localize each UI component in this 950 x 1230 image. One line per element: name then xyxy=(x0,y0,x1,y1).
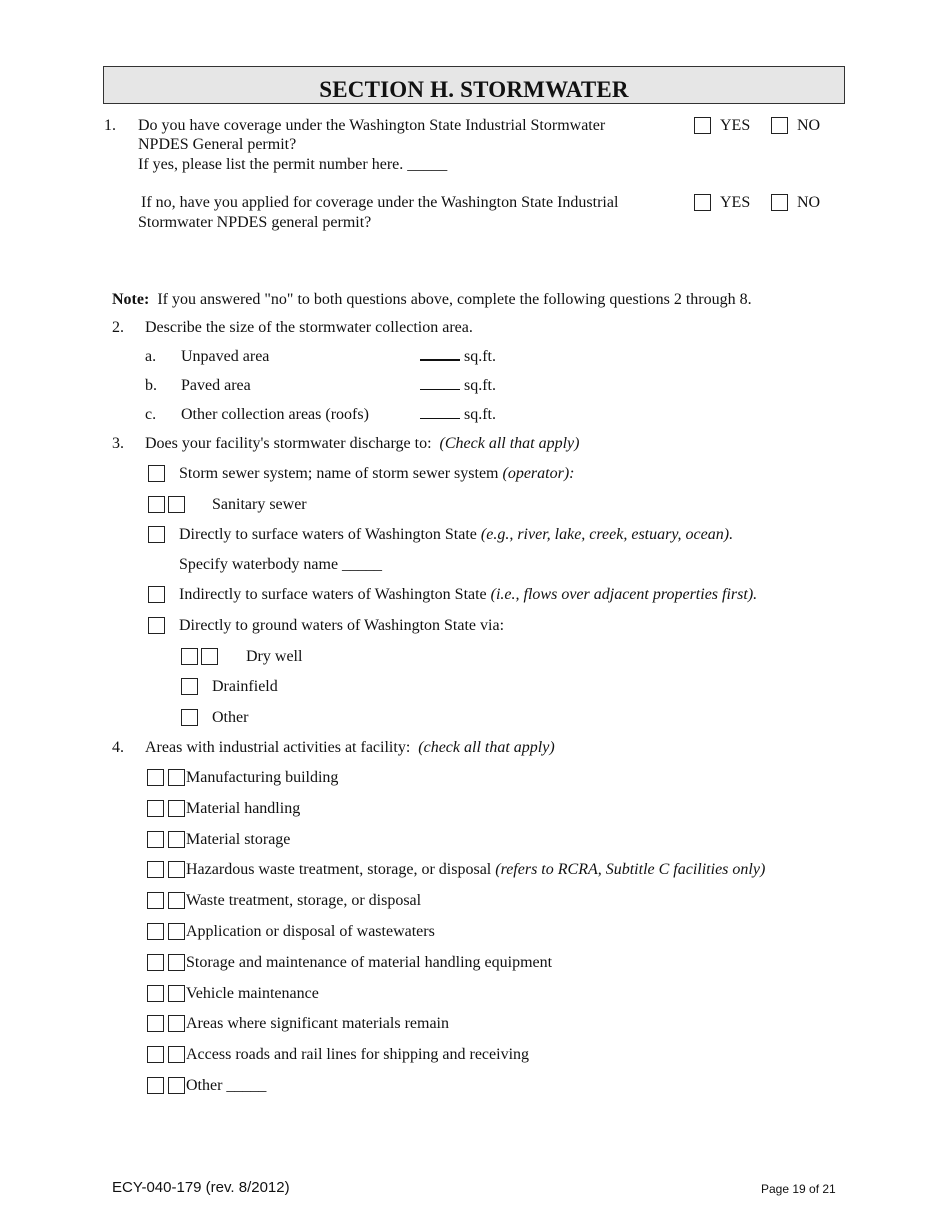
q2c-unit: sq.ft. xyxy=(464,406,496,423)
q1-no-line2: Stormwater NPDES general permit? xyxy=(138,214,372,231)
q4-item xyxy=(186,985,319,1003)
q3-dry-well-checkbox-b[interactable] xyxy=(201,648,218,665)
q3-storm-checkbox[interactable] xyxy=(148,465,165,482)
q1-no-label: NO xyxy=(797,117,821,134)
q4-item-checkbox-b[interactable] xyxy=(168,800,185,817)
q4-item-checkbox-b[interactable] xyxy=(168,954,185,971)
q4-item-label: Application or disposal of wastewaters xyxy=(186,923,435,940)
q4-item-label: Material storage xyxy=(186,831,291,848)
q4-item-checkbox-a[interactable] xyxy=(147,985,164,1002)
q4-item-checkbox-b[interactable] xyxy=(168,923,185,940)
q1-line1: Do you have coverage under the Washington State Industrial Stormwater xyxy=(138,117,606,134)
q2-number: 2. xyxy=(112,319,124,336)
q3-storm-row xyxy=(179,465,574,483)
q3-drainfield-checkbox[interactable] xyxy=(181,678,198,695)
q4-item-label: Other _____ xyxy=(186,1077,267,1094)
q3-sanitary-checkbox-a[interactable] xyxy=(148,496,165,513)
q2-text: Describe the size of the stormwater collection area. xyxy=(145,319,473,336)
q2b-field[interactable] xyxy=(420,377,496,395)
section-header xyxy=(103,66,845,104)
q2a-label: Unpaved area xyxy=(181,348,270,365)
section-title: SECTION H. STORMWATER xyxy=(319,77,629,102)
q3-indirect-checkbox[interactable] xyxy=(148,586,165,603)
q4-item-checkbox-b[interactable] xyxy=(168,769,185,786)
q4-item-label: Waste treatment, storage, or disposal xyxy=(186,892,422,909)
q3-sanitary-label: Sanitary sewer xyxy=(212,496,307,513)
q4-item-checkbox-b[interactable] xyxy=(168,1015,185,1032)
note-label: Note: xyxy=(112,291,150,308)
q3-direct-surface-row xyxy=(179,526,733,544)
q2b-letter: b. xyxy=(145,377,157,394)
q4-item-checkbox-a[interactable] xyxy=(147,861,164,878)
q3-direct-surface-hint: (e.g., river, lake, creek, estuary, ocean). xyxy=(480,526,734,543)
q4-item-checkbox-b[interactable] xyxy=(168,892,185,909)
q3-dry-well-label: Dry well xyxy=(246,648,303,665)
q4-item-checkbox-a[interactable] xyxy=(147,954,164,971)
q4-item-checkbox-b[interactable] xyxy=(168,1046,185,1063)
q3-text: Does your facility's stormwater discharge to: xyxy=(145,435,432,452)
q1-line2: NPDES General permit? xyxy=(138,136,297,153)
q2c-field[interactable] xyxy=(420,406,496,424)
q4-item xyxy=(186,1015,449,1033)
q4-item-checkbox-a[interactable] xyxy=(147,1046,164,1063)
q3-ground-checkbox[interactable] xyxy=(148,617,165,634)
q1-no-checkbox[interactable] xyxy=(771,117,788,134)
q3-indirect-label: Indirectly to surface waters of Washington State xyxy=(179,586,491,603)
q4-item-label: Material handling xyxy=(186,800,301,817)
q4-text-row xyxy=(145,739,555,757)
q4-item xyxy=(186,861,765,879)
q3-storm-hint: (operator): xyxy=(502,465,575,482)
q4-hint: (check all that apply) xyxy=(418,739,555,756)
q2c-label: Other collection areas (roofs) xyxy=(181,406,369,423)
q4-item-checkbox-a[interactable] xyxy=(147,892,164,909)
q4-item-label: Storage and maintenance of material handling equipment xyxy=(186,954,553,971)
q4-item-label: Areas where significant materials remain xyxy=(186,1015,449,1032)
q1b-yes-label: YES xyxy=(720,194,751,211)
note-text: If you answered "no" to both questions above, complete the following questions 2 through 8. xyxy=(157,291,752,308)
q3-ground-label: Directly to ground waters of Washington State via: xyxy=(179,617,505,634)
q4-item xyxy=(186,923,435,941)
q1b-no-label: NO xyxy=(797,194,821,211)
q3-direct-surface-label: Directly to surface waters of Washington State xyxy=(179,526,481,543)
q4-item-label: Hazardous waste treatment, storage, or disposal xyxy=(186,861,496,878)
q4-item-checkbox-b[interactable] xyxy=(168,861,185,878)
q4-item-label: Access roads and rail lines for shipping and receiving xyxy=(186,1046,530,1063)
q3-other-label: Other xyxy=(212,709,249,726)
q1-no-line1: If no, have you applied for coverage under the Washington State Industrial xyxy=(141,194,619,211)
q4-item-checkbox-a[interactable] xyxy=(147,923,164,940)
q4-item xyxy=(186,769,338,787)
q3-text-row xyxy=(145,435,579,453)
q1-number: 1. xyxy=(104,117,116,134)
q4-item xyxy=(186,1077,266,1095)
q4-item-checkbox-b[interactable] xyxy=(168,1077,185,1094)
q4-item-checkbox-a[interactable] xyxy=(147,831,164,848)
q4-item xyxy=(186,800,300,818)
q3-indirect-row xyxy=(179,586,757,604)
q3-waterbody: Specify waterbody name _____ xyxy=(179,556,383,573)
q2a-field[interactable] xyxy=(420,348,496,366)
note xyxy=(112,291,752,309)
q4-item-label: Vehicle maintenance xyxy=(186,985,319,1002)
q4-text: Areas with industrial activities at facility: xyxy=(145,739,411,756)
q4-item-checkbox-b[interactable] xyxy=(168,985,185,1002)
q1-yes-label: YES xyxy=(720,117,751,134)
q4-item-checkbox-a[interactable] xyxy=(147,769,164,786)
q4-item xyxy=(186,831,290,849)
q1-yes-checkbox[interactable] xyxy=(694,117,711,134)
q2b-unit: sq.ft. xyxy=(464,377,496,394)
q3-storm-label: Storm sewer system; name of storm sewer system xyxy=(179,465,503,482)
q4-item xyxy=(186,892,421,910)
footer-form-id: ECY-040-179 (rev. 8/2012) xyxy=(112,1179,290,1196)
q3-dry-well-checkbox-a[interactable] xyxy=(181,648,198,665)
q3-other-checkbox[interactable] xyxy=(181,709,198,726)
q4-item xyxy=(186,954,552,972)
q3-drainfield-label: Drainfield xyxy=(212,678,278,695)
q4-item-label: Manufacturing building xyxy=(186,769,339,786)
q2c-letter: c. xyxy=(145,406,157,423)
q3-number: 3. xyxy=(112,435,124,452)
q2b-label: Paved area xyxy=(181,377,251,394)
q2a-unit: sq.ft. xyxy=(464,348,496,365)
q4-item-checkbox-b[interactable] xyxy=(168,831,185,848)
q1b-yes-checkbox[interactable] xyxy=(694,194,711,211)
q4-item-checkbox-a[interactable] xyxy=(147,1077,164,1094)
q4-hazardous-hint: (refers to RCRA, Subtitle C facilities only) xyxy=(495,861,766,878)
q2a-letter: a. xyxy=(145,348,157,365)
q1b-no-checkbox[interactable] xyxy=(771,194,788,211)
q4-number: 4. xyxy=(112,739,124,756)
q3-sanitary-checkbox-b[interactable] xyxy=(168,496,185,513)
q4-item-checkbox-a[interactable] xyxy=(147,1015,164,1032)
q3-direct-surface-checkbox[interactable] xyxy=(148,526,165,543)
q3-indirect-hint: (i.e., flows over adjacent properties first). xyxy=(490,586,758,603)
q4-item xyxy=(186,1046,529,1064)
q3-hint: (Check all that apply) xyxy=(439,435,580,452)
q4-item-checkbox-a[interactable] xyxy=(147,800,164,817)
q1-line3: If yes, please list the permit number here. _____ xyxy=(138,156,448,173)
footer-page-number: Page 19 of 21 xyxy=(761,1182,836,1196)
